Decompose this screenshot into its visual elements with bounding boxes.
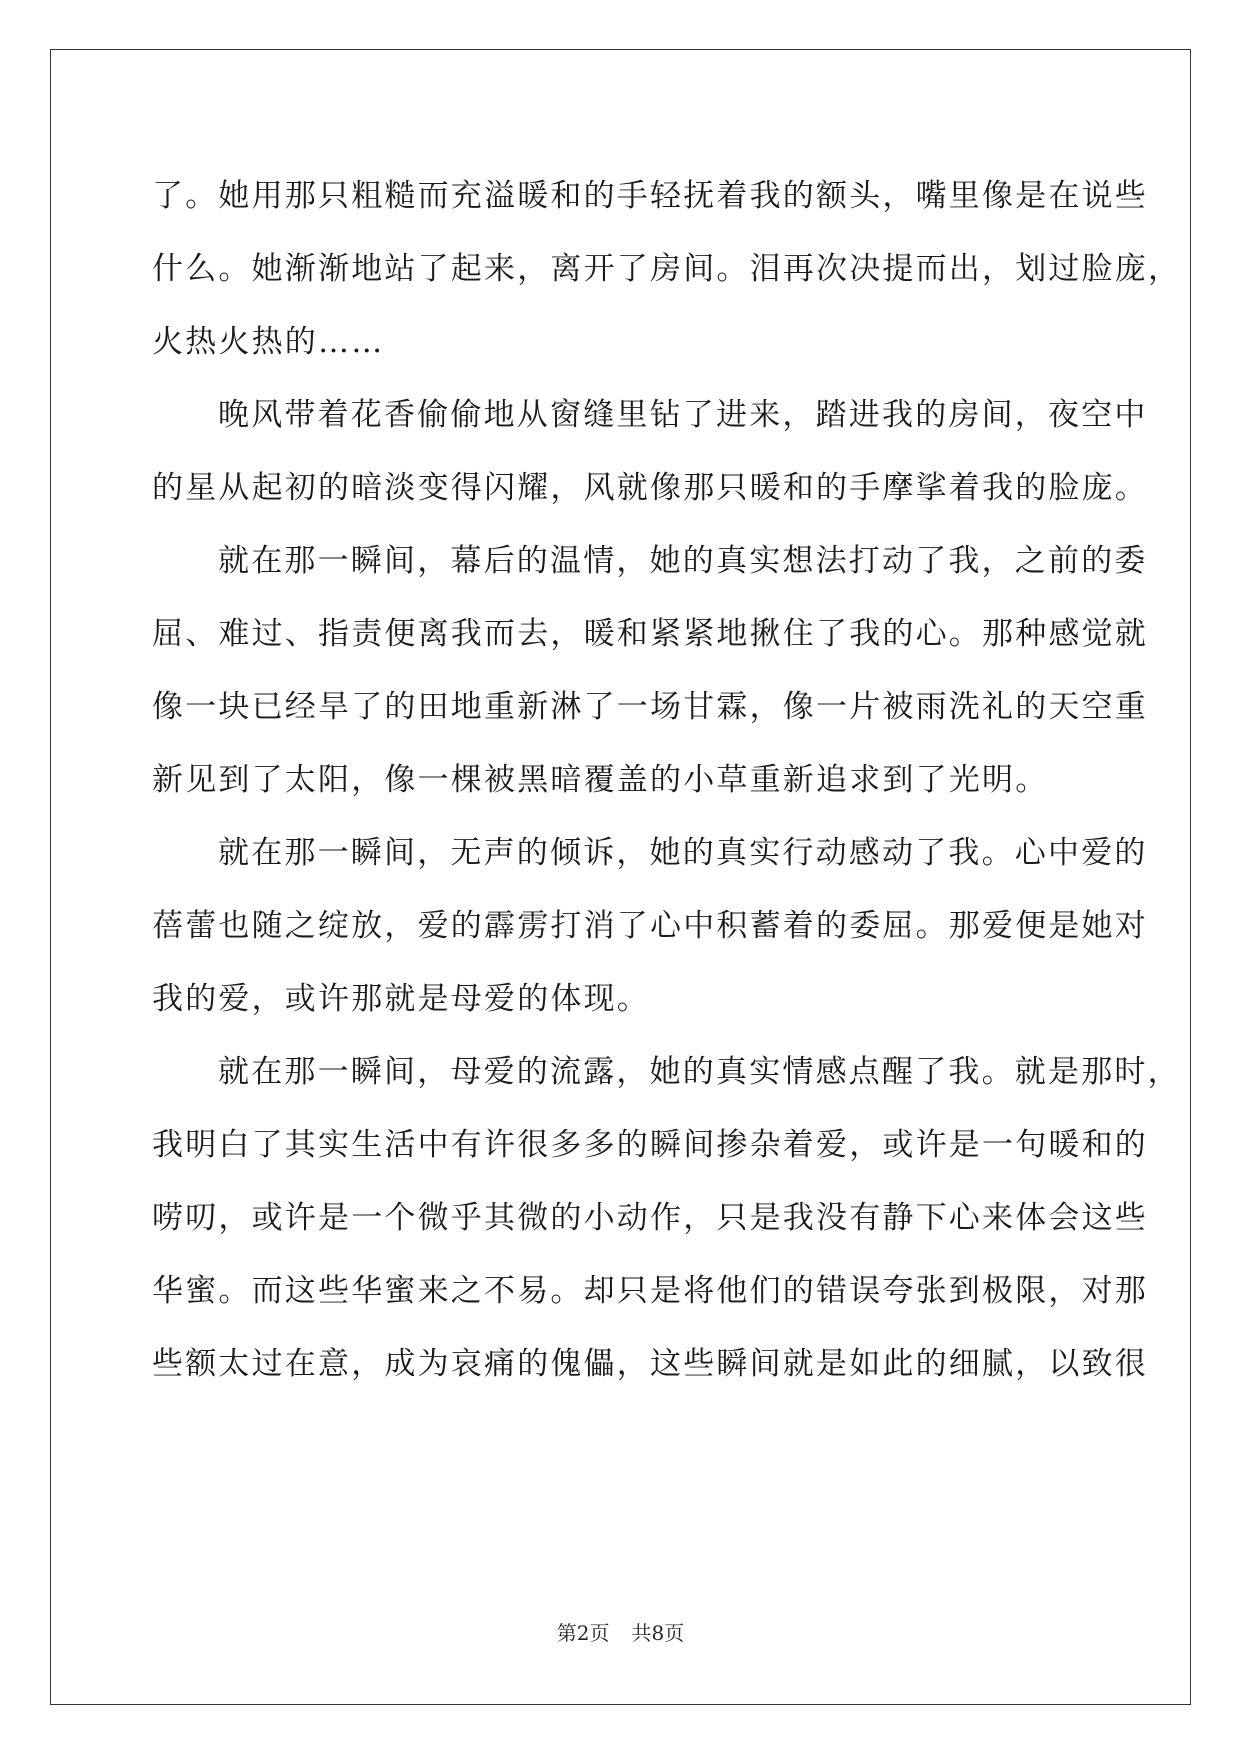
- text-line: 就在那一瞬间，无声的倾诉，她的真实行动感动了我。心中爱的: [218, 835, 1148, 871]
- text-line: 我的爱，或许那就是母爱的体现。: [152, 981, 650, 1017]
- page-total: 共8页: [631, 1621, 685, 1645]
- text-line: 新见到了太阳，像一棵被黑暗覆盖的小草重新追求到了光明。: [152, 762, 1049, 798]
- text-line: 就在那一瞬间，母爱的流露，她的真实情感点醒了我。就是那时，: [218, 1054, 1181, 1090]
- document-body: [152, 160, 1182, 1401]
- text-line: 我明白了其实生活中有许很多多的瞬间掺杂着爱，或许是一句暖和的: [152, 1127, 1148, 1163]
- page-footer: [0, 1617, 1241, 1646]
- text-line: 像一块已经旱了的田地重新淋了一场甘霖，像一片被雨洗礼的天空重: [152, 689, 1148, 725]
- text-line: 了。她用那只粗糙而充溢暖和的手轻抚着我的额头，嘴里像是在说些: [152, 178, 1148, 214]
- text-line: 的星从起初的暗淡变得闪耀，风就像那只暖和的手摩挲着我的脸庞。: [152, 470, 1148, 506]
- text-line: 火热火热的……: [152, 324, 385, 360]
- page-number: 第2页: [556, 1621, 610, 1645]
- text-line: 晚风带着花香偷偷地从窗缝里钻了进来，踏进我的房间，夜空中: [218, 397, 1148, 433]
- text-line: 就在那一瞬间，幕后的温情，她的真实想法打动了我，之前的委: [218, 543, 1148, 579]
- text-line: 些额太过在意，成为哀痛的傀儡，这些瞬间就是如此的细腻，以致很: [152, 1346, 1148, 1382]
- text-line: 华蜜。而这些华蜜来之不易。却只是将他们的错误夸张到极限，对那: [152, 1273, 1148, 1309]
- text-line: 唠叨，或许是一个微乎其微的小动作，只是我没有静下心来体会这些: [152, 1200, 1148, 1236]
- text-line: 蓓蕾也随之绽放，爱的霹雳打消了心中积蓄着的委屈。那爱便是她对: [152, 908, 1148, 944]
- text-line: 什么。她渐渐地站了起来，离开了房间。泪再次决提而出，划过脸庞，: [152, 251, 1182, 287]
- text-line: 屈、难过、指责便离我而去，暖和紧紧地揪住了我的心。那种感觉就: [152, 616, 1148, 652]
